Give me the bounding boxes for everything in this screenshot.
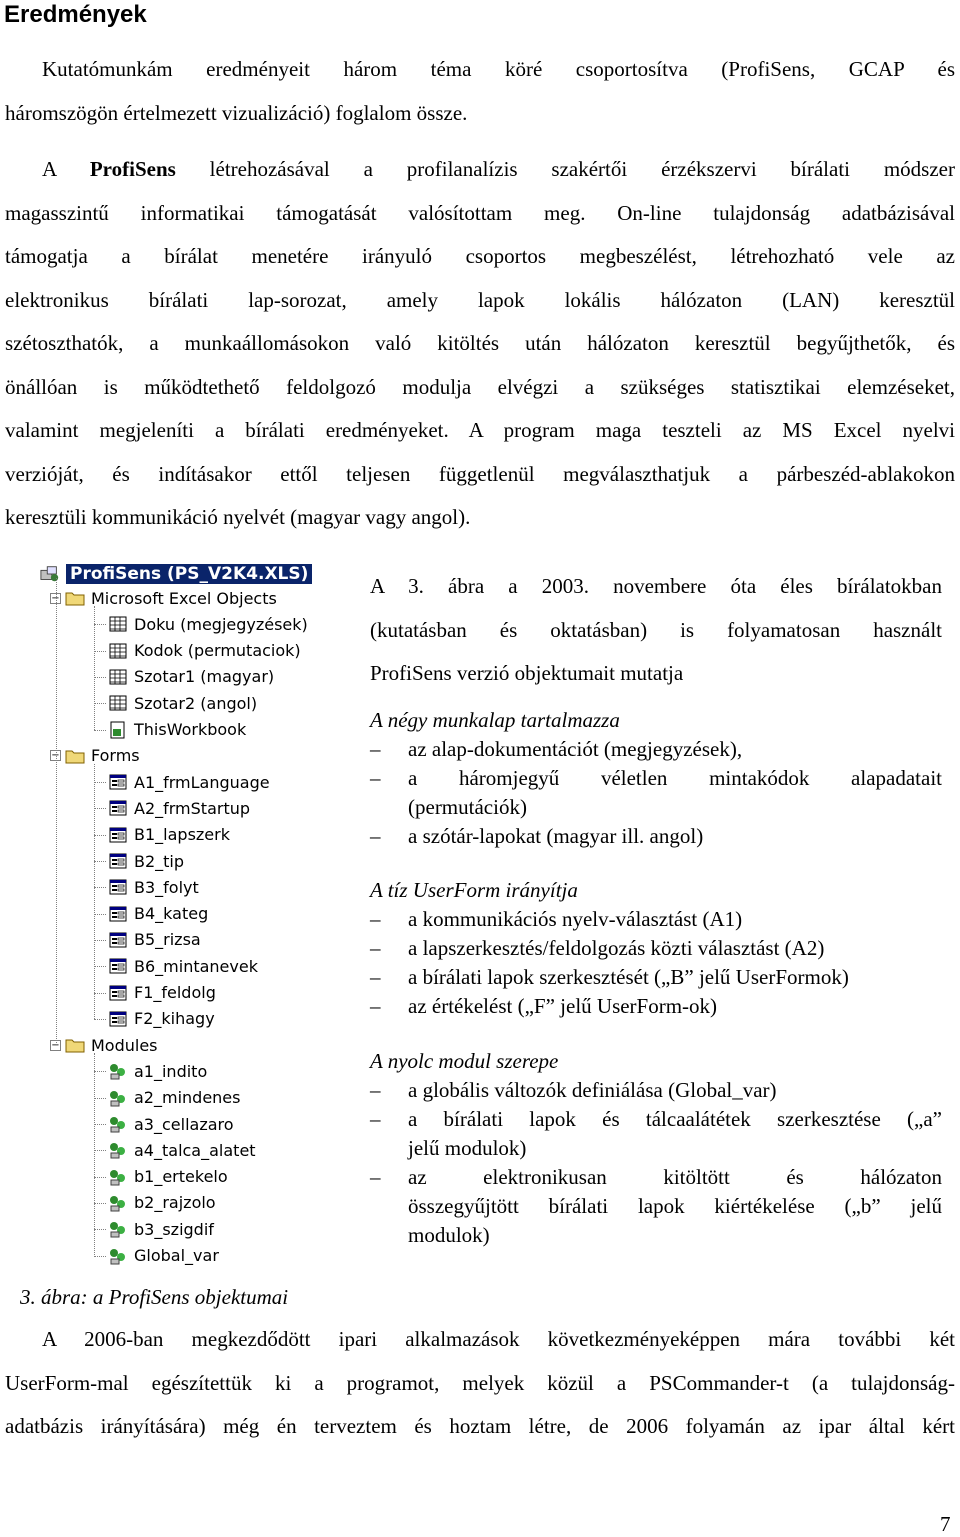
tree-item[interactable] bbox=[108, 612, 308, 636]
folder-icon bbox=[65, 1036, 85, 1054]
tree-item[interactable] bbox=[108, 639, 301, 663]
tree-item-label: b1_ertekelo bbox=[134, 1167, 228, 1187]
worksheet-icon bbox=[108, 642, 128, 660]
userform-section bbox=[370, 876, 942, 1021]
tree-connector bbox=[94, 764, 95, 1019]
userform-icon bbox=[108, 852, 128, 870]
tree-item-label: b2_rajzolo bbox=[134, 1193, 216, 1213]
collapse-toggle-icon[interactable]: − bbox=[51, 750, 60, 762]
paragraph-line: szétoszthatók, a munkaállomásokon való kitöltés után hálózaton keresztül begyűjthetők, és bbox=[5, 331, 955, 355]
paragraph-line: A 2006-ban megkezdődött ipari alkalmazások következményeképpen mára további két bbox=[42, 1327, 955, 1351]
list-item: – a háromjegyű véletlen mintakódok alapadatait (permutációk) bbox=[370, 766, 942, 819]
section-heading: Eredmények bbox=[4, 1, 147, 28]
userform-icon bbox=[108, 931, 128, 949]
tree-item-label: Global_var bbox=[134, 1246, 219, 1265]
module-icon bbox=[108, 1062, 128, 1080]
tree-item-label: Szotar1 (magyar) bbox=[134, 667, 275, 687]
module-icon bbox=[108, 1220, 128, 1238]
tree-connector bbox=[94, 887, 106, 888]
tree-connector bbox=[94, 703, 106, 704]
tree-item-label: B4_kateg bbox=[134, 904, 209, 924]
tree-item[interactable] bbox=[108, 928, 201, 952]
worksheet-icon bbox=[108, 694, 128, 712]
workbook-icon bbox=[108, 721, 128, 739]
list-item: – az elektronikusan kitöltött és hálózaton összegyűjtött bírálati lapok kiértékelése („b” jelű modulok) bbox=[370, 1165, 942, 1247]
userform-icon bbox=[108, 984, 128, 1002]
tree-connector bbox=[94, 606, 95, 730]
tree-connector bbox=[94, 677, 106, 678]
userform-icon bbox=[108, 826, 128, 844]
tree-item[interactable] bbox=[108, 796, 250, 820]
profisens-paragraph bbox=[5, 148, 955, 540]
tree-item[interactable] bbox=[108, 1244, 219, 1268]
tree-item-label: F1_feldolg bbox=[134, 983, 216, 1002]
tree-connector bbox=[94, 624, 106, 625]
paragraph-line: önállóan is működtethető feldolgozó modulja elvégzi a szükséges statisztikai elemzéseket, bbox=[5, 374, 955, 399]
tree-item[interactable] bbox=[108, 823, 230, 847]
intro-line: ProfiSens verzió objektumait mutatja bbox=[370, 661, 684, 685]
tree-connector bbox=[94, 730, 106, 731]
tree-item-label: B6_mintanevek bbox=[134, 956, 258, 976]
tree-item-label: A2_frmStartup bbox=[134, 798, 251, 818]
userform-icon bbox=[108, 773, 128, 791]
intro-line: (kutatásban és oktatásban) is folyamatosan használt bbox=[370, 617, 942, 642]
worksheet-icon bbox=[108, 615, 128, 633]
userform-icon bbox=[108, 905, 128, 923]
list-item: – a bírálati lapok és tálcaalátétek szerkesztése („a” jelű modulok) bbox=[370, 1107, 942, 1160]
module-icon bbox=[108, 1168, 128, 1186]
tree-item[interactable] bbox=[108, 1165, 228, 1189]
page-number: 7 bbox=[940, 1512, 951, 1536]
paragraph-line: Kutatómunkám eredményeit három téma köré csoportosítva (ProfiSens, GCAP és bbox=[42, 57, 955, 81]
tree-group[interactable] bbox=[50, 586, 277, 610]
tree-item-label: a3_cellazaro bbox=[134, 1114, 234, 1134]
tree-item[interactable] bbox=[108, 770, 270, 794]
userform-icon bbox=[108, 878, 128, 896]
tree-root-label: ProfiSens (PS_V2K4.XLS) bbox=[66, 564, 312, 584]
collapse-toggle-icon[interactable]: − bbox=[51, 1039, 60, 1051]
paragraph-line: elektronikus bírálati lap-sorozat, amely lapok lokális hálózaton (LAN) keresztül bbox=[5, 287, 955, 312]
tree-item-label: a1_indito bbox=[134, 1061, 208, 1081]
tree-item[interactable] bbox=[108, 875, 199, 899]
tree-item-label: F2_kihagy bbox=[134, 1009, 215, 1029]
list-item: – a lapszerkesztés/feldolgozás közti választást (A2) bbox=[370, 936, 825, 960]
userform-icon bbox=[108, 957, 128, 975]
module-icon bbox=[108, 1115, 128, 1133]
module-icon bbox=[108, 1141, 128, 1159]
vba-project-tree bbox=[36, 556, 336, 1276]
vba-project-icon bbox=[40, 565, 60, 583]
tree-connector bbox=[94, 1071, 106, 1072]
worksheet-icon bbox=[108, 668, 128, 686]
tree-connector bbox=[94, 1256, 106, 1257]
paragraph-line: verzióját, és indításakor ettől teljesen függetlenül megválaszthatjuk a párbeszéd-ablakokon bbox=[5, 461, 955, 486]
list-item: – az értékelést („F” jelű UserForm-ok) bbox=[370, 994, 718, 1018]
tree-connector bbox=[94, 782, 106, 783]
tree-group-label: Microsoft Excel Objects bbox=[91, 588, 277, 608]
module-icon bbox=[108, 1247, 128, 1265]
tree-item[interactable] bbox=[108, 1059, 207, 1083]
tree-item-label: a2_mindenes bbox=[134, 1088, 241, 1108]
paragraph-line: támogatja a bírálat menetére irányuló csoportos megbeszélést, létrehozható vele az bbox=[5, 244, 955, 268]
folder-icon bbox=[65, 747, 85, 765]
figure-description bbox=[370, 565, 942, 696]
tree-group-label: Forms bbox=[91, 746, 140, 766]
paragraph-line: adatbázis irányítására) még én terveztem és hoztam létre, de 2006 folyamán az ipar által kért bbox=[5, 1414, 955, 1438]
module-section bbox=[370, 1047, 942, 1250]
folder-icon bbox=[65, 589, 85, 607]
tree-connector bbox=[94, 940, 106, 941]
tree-connector bbox=[56, 578, 57, 1045]
userform-icon bbox=[108, 1010, 128, 1028]
figure-caption: 3. ábra: a ProfiSens objektumai bbox=[20, 1285, 289, 1309]
tree-item[interactable] bbox=[108, 691, 257, 715]
paragraph-line: UserForm-mal egészítettük ki a programot, melyek közül a PSCommander-t (a tulajdonság- bbox=[5, 1370, 955, 1395]
worksheet-section bbox=[370, 706, 942, 851]
list-item: – a bírálati lapok szerkesztését („B” jelű UserFormok) bbox=[370, 965, 849, 989]
tree-connector bbox=[94, 1229, 106, 1230]
tree-connector bbox=[94, 993, 106, 994]
intro-line: A 3. ábra a 2003. novembere óta éles bírálatokban bbox=[370, 574, 942, 598]
tree-connector bbox=[94, 1203, 106, 1204]
tree-item[interactable] bbox=[108, 1138, 256, 1162]
paragraph-line: keresztüli kommunikáció nyelvét (magyar vagy angol). bbox=[5, 505, 471, 529]
tree-item[interactable] bbox=[108, 981, 216, 1005]
section-title: A nyolc modul szerepe bbox=[370, 1049, 559, 1073]
tree-item[interactable] bbox=[108, 954, 258, 978]
tree-item-label: a4_talca_alatet bbox=[134, 1140, 256, 1160]
profisens-bold: ProfiSens bbox=[89, 157, 176, 181]
tree-connector bbox=[94, 1177, 106, 1178]
paragraph-line: magasszintű informatikai támogatását valósítottam meg. On-line tulajdonság adatbázisával bbox=[5, 200, 955, 225]
tree-item[interactable] bbox=[108, 665, 274, 689]
section-title: A tíz UserForm irányítja bbox=[370, 878, 578, 902]
tree-connector bbox=[94, 808, 106, 809]
paragraph-line: valamint megjeleníti a bírálati eredményeket. A program maga teszteli az MS Excel nyelvi bbox=[5, 418, 955, 442]
tree-connector bbox=[94, 1150, 106, 1151]
tree-item-label: B2_tip bbox=[134, 851, 185, 871]
tree-group[interactable] bbox=[50, 1033, 158, 1057]
tree-item-label: B3_folyt bbox=[134, 877, 199, 897]
tree-item[interactable] bbox=[108, 849, 184, 873]
closing-paragraph bbox=[5, 1318, 955, 1449]
tree-item-label: ThisWorkbook bbox=[134, 720, 247, 739]
tree-connector bbox=[94, 966, 106, 967]
tree-item[interactable] bbox=[108, 1217, 214, 1241]
tree-root[interactable] bbox=[40, 562, 312, 586]
userform-icon bbox=[108, 799, 128, 817]
tree-connector bbox=[94, 914, 106, 915]
tree-item-label: b3_szigdif bbox=[134, 1219, 214, 1239]
list-item: – a kommunikációs nyelv-választást (A1) bbox=[370, 907, 743, 931]
module-icon bbox=[108, 1089, 128, 1107]
tree-connector bbox=[94, 1053, 95, 1255]
list-item: – a globális változók definiálása (Global_var) bbox=[370, 1078, 777, 1102]
tree-item-label: B5_rizsa bbox=[134, 930, 201, 950]
tree-item[interactable] bbox=[108, 1086, 240, 1110]
tree-connector bbox=[94, 861, 106, 862]
tree-item-label: B1_lapszerk bbox=[134, 825, 230, 845]
intro-paragraph bbox=[5, 48, 955, 135]
module-icon bbox=[108, 1194, 128, 1212]
tree-item-label: A1_frmLanguage bbox=[134, 772, 270, 792]
collapse-toggle-icon[interactable]: − bbox=[51, 592, 60, 604]
tree-item-label: Szotar2 (angol) bbox=[134, 693, 258, 713]
tree-connector bbox=[94, 835, 106, 836]
tree-item[interactable] bbox=[108, 902, 208, 926]
list-item: – a szótár-lapokat (magyar ill. angol) bbox=[370, 824, 704, 848]
paragraph-line: háromszögön értelmezett vizualizáció) foglalom össze. bbox=[5, 100, 468, 125]
tree-item-label: Doku (megjegyzések) bbox=[134, 614, 308, 634]
tree-item[interactable] bbox=[108, 1112, 234, 1136]
list-item: – az alap-dokumentációt (megjegyzések), bbox=[370, 737, 743, 761]
tree-item[interactable] bbox=[108, 1007, 215, 1031]
tree-connector bbox=[94, 1098, 106, 1099]
tree-connector bbox=[94, 1019, 106, 1020]
section-title: A négy munkalap tartalmazza bbox=[370, 708, 620, 732]
paragraph-line: A ProfiSens létrehozásával a profilanalízis szakértői érzékszervi bírálati módszer bbox=[42, 157, 955, 181]
tree-connector bbox=[94, 651, 106, 652]
tree-connector bbox=[94, 1124, 106, 1125]
tree-group-label: Modules bbox=[91, 1035, 158, 1055]
tree-item[interactable] bbox=[108, 1191, 216, 1215]
tree-item-label: Kodok (permutaciok) bbox=[134, 641, 301, 661]
tree-item[interactable] bbox=[108, 718, 246, 742]
